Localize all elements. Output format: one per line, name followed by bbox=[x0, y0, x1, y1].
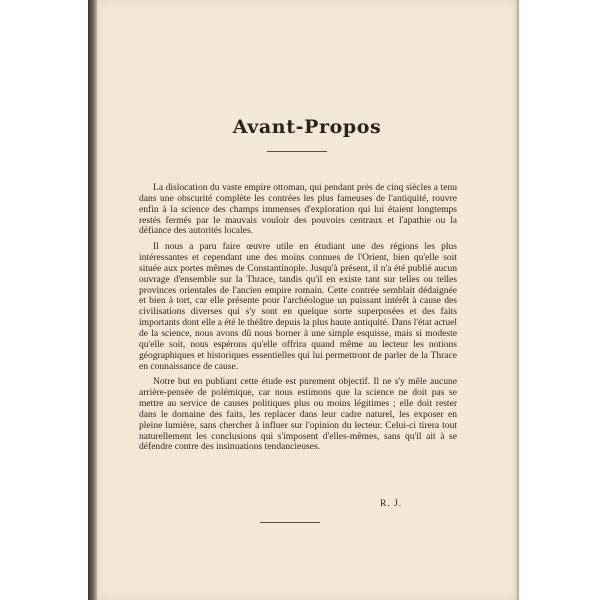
signature: R. J. bbox=[380, 499, 403, 509]
page-title: Avant-Propos bbox=[232, 116, 382, 138]
paragraph-3: Notre but en publiant cette étude est purement objectif. Il ne s'y mêle aucune arrière-pensée de polémique, car nous estimons que la science ne doit pas se mettre au service de causes politiques plus ou moins légitimes ; elle doit rester dans le domaine des faits, les replacer dans leur cadre naturel, les exposer en pleine lumière, sans chercher à influer sur l'opinion du lecteur. Celui-ci tirera tout naturellement les conclusions qui s'imposent d'elles-mêmes, sans qu'il ait à se défendre contre des insinuations tendancieuses. bbox=[139, 376, 457, 453]
end-rule bbox=[260, 522, 320, 523]
page-edge bbox=[516, 0, 519, 600]
paragraph-1: La dislocation du vaste empire ottoman, qui pendant près de cinq siècles a tenu dans une obscurité complète les contrées les plus fameuses de l'antiquité, rouvre enfin à la science des champs immenses d'exploration qui lui étaient longtemps restés fermés par le mauvais vouloir des pouvoirs centraux et l'apathie ou la défiance des autorités locales. bbox=[139, 182, 457, 237]
body-text bbox=[139, 183, 457, 458]
title-rule bbox=[267, 151, 327, 152]
paragraph-2: Il nous a paru faire œuvre utile en étudiant une des régions les plus intéressantes et cependant une des moins connues de l'Orient, bien qu'elle soit située aux portes mêmes de Constantinople. Jusqu'à présent, il n'a été publié aucun ouvrage d'ensemble sur la Thrace, tandis qu'il en existe tant sur telles ou telles provinces orientales de l'ancien empire romain. Cette contrée semblait dédaignée et bien à tort, car elle présente pour l'archéologue un puissant intérêt à cause des civilisations diverses qui s'y sont en quelque sorte superposées et des faits importants dont elle a été le théâtre depuis la plus haute antiquité. Dans l'état actuel de la science, nous avons dû nous borner à une simple esquisse, mais si modeste qu'elle soit, nous espérons qu'elle offrira quand même au lecteur les notions géographiques et historiques essentielles qui lui permettront de parler de la Thrace en connaissance de cause. bbox=[139, 241, 457, 372]
